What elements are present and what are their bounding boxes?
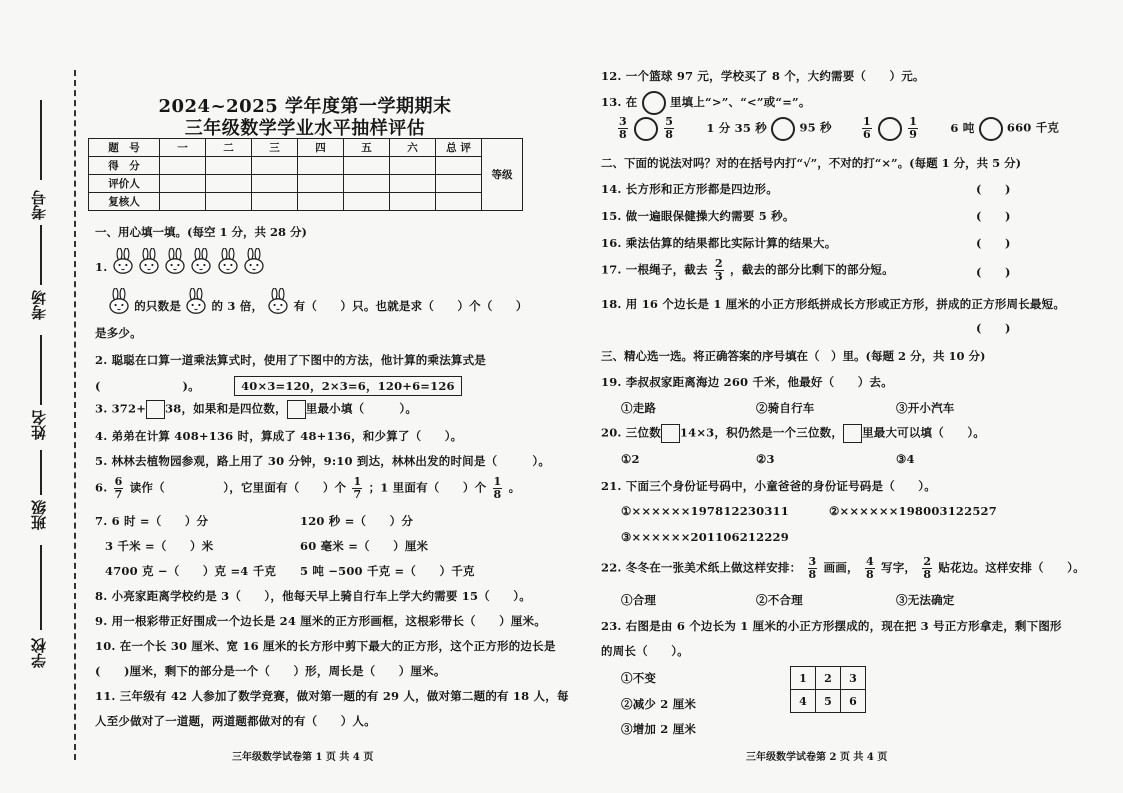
score-cell[interactable] — [436, 157, 482, 175]
question-20-option-1[interactable]: ①2 — [621, 452, 640, 466]
grid-square: 3 — [841, 667, 866, 690]
question-2: 2. 聪聪在口算一道乘法算式时，使用了下图中的方法，他计算的乘法算式是 — [95, 353, 487, 367]
fraction-one-ninth — [908, 116, 918, 141]
label-exam-room: 考场 — [30, 290, 48, 320]
exam-title-2: 三年级数学学业水平抽样评估 — [184, 118, 426, 139]
compare-circle[interactable] — [634, 117, 658, 141]
label-exam-no: 考号 — [30, 190, 48, 220]
fraction-denominator: 7 — [353, 488, 362, 501]
score-cell[interactable] — [252, 193, 298, 211]
section-2-heading: 二、下面的说法对吗？对的在括号内打“√”，不对的打“×”。(每题 1 分，共 5 分) — [601, 156, 1022, 170]
score-cell[interactable] — [252, 175, 298, 193]
fraction-numerator: 2 — [923, 555, 932, 568]
grid-row — [791, 667, 866, 690]
question-20-blank-box[interactable] — [661, 424, 680, 443]
question-22-option-1[interactable]: ①合理 — [621, 593, 657, 607]
line-school — [40, 545, 42, 630]
score-row-label: 评价人 — [89, 175, 160, 193]
grid-row — [791, 690, 866, 713]
line-name — [40, 335, 42, 405]
question-6-text-c: ；1 里面有（ ）个 — [368, 480, 487, 495]
score-row-label: 得 分 — [89, 157, 160, 175]
label-name: 姓名 — [30, 410, 48, 440]
fraction-denominator: 8 — [923, 568, 932, 581]
question-23-option-2[interactable]: ②减少 2 厘米 — [621, 697, 697, 711]
question-2-line2 — [95, 376, 462, 396]
line-exam-no — [40, 100, 42, 180]
rabbit-icon — [217, 248, 239, 274]
score-cell[interactable] — [252, 157, 298, 175]
answer-paren[interactable]: ( ) — [976, 321, 1011, 335]
question-7-4: 60 毫米 =（ ）厘米 — [300, 539, 429, 553]
question-22-text-e: 贴花边。这样安排（ ）。 — [938, 560, 1085, 575]
question-23-option-3[interactable]: ③增加 2 厘米 — [621, 722, 697, 736]
fraction-numerator: 1 — [353, 475, 362, 488]
question-10: 10. 在一个长 30 厘米、宽 16 厘米的长方形中剪下最大的正方形，这个正方形的边长是 — [95, 639, 556, 653]
question-8: 8. 小亮家距离学校约是 3（ ），他每天早上骑自行车上学大约需要 15（ ）。 — [95, 589, 531, 603]
score-cell[interactable] — [160, 157, 206, 175]
question-3-text-b: 38，如果和是四位数， — [165, 401, 287, 416]
score-col: 二 — [206, 139, 252, 157]
fraction-numerator: 5 — [665, 115, 674, 128]
question-17-text-a: 17. 一根绳子，截去 — [601, 262, 708, 277]
score-col-grade: 等级 — [482, 139, 523, 211]
question-2-formula-box: 40×3=120，2×3=6，120+6=126 — [234, 376, 462, 396]
answer-paren[interactable]: ( ) — [976, 209, 1011, 223]
fraction-numerator: 3 — [808, 555, 817, 568]
grid-square: 4 — [791, 690, 816, 713]
question-22-text-b: 画画， — [823, 560, 859, 575]
score-cell[interactable] — [298, 157, 344, 175]
answer-paren[interactable]: ( ) — [976, 265, 1011, 279]
compare-circle[interactable] — [979, 117, 1003, 141]
score-table-header-row — [89, 139, 523, 157]
rabbit-icon — [267, 288, 289, 314]
score-cell[interactable] — [344, 175, 390, 193]
question-18: 18. 用 16 个边长是 1 厘米的小正方形纸拼成长方形或正方形，拼成的正方形周长最短。 — [601, 297, 1066, 311]
line-exam-room — [40, 225, 42, 285]
question-22-option-3[interactable]: ③无法确定 — [896, 593, 955, 607]
question-13-text-f: 660 千克 — [1006, 120, 1060, 135]
question-13-text-c: 1 分 35 秒 — [706, 120, 767, 135]
question-17 — [601, 258, 894, 283]
score-col: 四 — [298, 139, 344, 157]
question-23-line2: 的周长（ ）。 — [601, 644, 689, 658]
grid-square: 6 — [841, 690, 866, 713]
fraction-numerator: 6 — [114, 475, 123, 488]
question-13-text-d: 95 秒 — [799, 120, 832, 135]
fraction-three-eighths — [618, 116, 628, 141]
fraction-denominator: 6 — [862, 128, 871, 141]
question-5: 5. 林林去植物园参观，路上用了 30 分钟，9:10 到达，林林出发的时间是（ ）。 — [95, 454, 551, 468]
question-12: 12. 一个篮球 97 元，学校买了 8 个，大约需要（ ）元。 — [601, 69, 925, 83]
question-6-text-e: 。 — [508, 480, 521, 495]
compare-circle[interactable] — [642, 91, 666, 115]
score-cell[interactable] — [390, 193, 436, 211]
label-class: 班级 — [30, 500, 48, 530]
line-class — [40, 450, 42, 495]
question-13-text-e: 6 吨 — [950, 120, 975, 135]
question-6 — [95, 476, 520, 501]
page-footer-2: 三年级数学试卷第 2 页 共 4 页 — [746, 752, 888, 763]
question-21-option-2[interactable]: ②××××××198003122527 — [829, 504, 997, 518]
fraction-two-eighths — [922, 556, 932, 581]
fraction-two-thirds — [714, 258, 724, 283]
question-6-text-b: 读作（ ），它里面有（ ）个 — [129, 480, 347, 495]
fraction-denominator: 8 — [493, 488, 502, 501]
question-19: 19. 李叔叔家距离海边 260 千米，他最好（ ）去。 — [601, 375, 893, 389]
score-table — [88, 138, 523, 211]
fraction-denominator: 8 — [665, 128, 674, 141]
section-1-heading: 一、用心填一填。(每空 1 分，共 28 分) — [95, 225, 307, 239]
fraction-denominator: 9 — [909, 128, 918, 141]
question-20-text-a: 20. 三位数 — [601, 425, 661, 440]
rabbit-icon — [164, 248, 186, 274]
rabbit-icon — [190, 248, 212, 274]
question-22 — [601, 556, 1085, 581]
score-cell[interactable] — [160, 193, 206, 211]
question-21-option-1[interactable]: ①××××××197812230311 — [621, 504, 789, 518]
score-col: 五 — [344, 139, 390, 157]
question-2-answer-blank[interactable]: ( )。 — [95, 379, 200, 393]
score-col: 一 — [160, 139, 206, 157]
question-7-2: 120 秒 =（ ）分 — [300, 514, 414, 528]
question-23: 23. 右图是由 6 个边长为 1 厘米的小正方形摆成的，现在把 3 号正方形拿走，剩下图形 — [601, 619, 1062, 633]
answer-paren[interactable]: ( ) — [976, 236, 1011, 250]
question-14: 14. 长方形和正方形都是四边形。 — [601, 182, 778, 196]
question-1-text-d: 是多少。 — [95, 326, 142, 340]
score-cell[interactable] — [206, 193, 252, 211]
question-19-option-2[interactable]: ②骑自行车 — [756, 401, 815, 415]
score-cell[interactable] — [390, 157, 436, 175]
question-7-3: 3 千米 =（ ）米 — [105, 539, 214, 553]
question-13-text-a: 13. 在 — [601, 95, 638, 109]
question-6-number: 6. — [95, 480, 108, 495]
score-cell[interactable] — [344, 193, 390, 211]
question-3-text-a: 3. 372+ — [95, 401, 147, 416]
compare-circle[interactable] — [771, 117, 795, 141]
score-cell[interactable] — [298, 175, 344, 193]
score-row-label: 复核人 — [89, 193, 160, 211]
fraction-one-sixth — [862, 116, 872, 141]
question-1-text-b: 的 3 倍， — [211, 299, 264, 313]
section-3-heading: 三、精心选一选。将正确答案的序号填在（ ）里。(每题 2 分，共 10 分) — [601, 349, 986, 363]
score-cell[interactable] — [298, 193, 344, 211]
question-3-blank-box[interactable] — [146, 400, 165, 419]
score-cell[interactable] — [206, 157, 252, 175]
answer-paren[interactable]: ( ) — [976, 182, 1011, 196]
question-11: 11. 三年级有 42 人参加了数学竞赛，做对第一题的有 29 人，做对第二题的有 18 人，每 — [95, 689, 569, 703]
score-table-row — [89, 193, 523, 211]
question-1-row1 — [95, 248, 265, 274]
question-23-option-1[interactable]: ①不变 — [621, 671, 657, 685]
fraction-one-eighth — [493, 476, 503, 501]
question-20-option-3[interactable]: ③4 — [896, 452, 915, 466]
question-3 — [95, 400, 417, 419]
square-grid-figure — [790, 666, 866, 713]
compare-circle[interactable] — [878, 117, 902, 141]
question-3-text-c: 里最小填（ ）。 — [305, 401, 418, 416]
score-col: 三 — [252, 139, 298, 157]
score-cell[interactable] — [436, 193, 482, 211]
question-13-items — [616, 116, 1059, 141]
question-22-option-2[interactable]: ②不合理 — [756, 593, 803, 607]
rabbit-icon — [243, 248, 265, 274]
fraction-denominator: 8 — [808, 568, 817, 581]
label-school: 学校 — [30, 638, 48, 668]
question-1-row2 — [108, 288, 528, 314]
question-20-option-2[interactable]: ②3 — [756, 452, 775, 466]
fraction-numerator: 3 — [619, 115, 627, 128]
question-7-5: 4700 克 −（ ）克 =4 千克 — [105, 564, 277, 578]
fraction-denominator: 3 — [714, 270, 723, 283]
score-cell[interactable] — [436, 175, 482, 193]
question-1-text-c: 有（ ）只。也就是求（ ）个（ ） — [293, 299, 528, 313]
fraction-numerator: 1 — [909, 115, 918, 128]
question-20-text-c: 里最大可以填（ ）。 — [862, 425, 986, 440]
grid-square: 2 — [816, 667, 841, 690]
fraction-numerator: 1 — [493, 475, 502, 488]
score-table-row — [89, 175, 523, 193]
grid-square: 5 — [816, 690, 841, 713]
score-cell[interactable] — [160, 175, 206, 193]
question-4: 4. 弟弟在计算 408+136 时，算成了 48+136，和少算了（ ）。 — [95, 429, 463, 443]
score-cell[interactable] — [390, 175, 436, 193]
question-19-option-3[interactable]: ③开小汽车 — [896, 401, 955, 415]
fraction-numerator: 4 — [865, 555, 874, 568]
score-cell[interactable] — [206, 175, 252, 193]
fraction-numerator: 2 — [714, 257, 723, 270]
question-16: 16. 乘法估算的结果都比实际计算的结果大。 — [601, 236, 837, 250]
score-cell[interactable] — [344, 157, 390, 175]
question-7-6: 5 吨 −500 千克 =（ ）千克 — [300, 564, 475, 578]
question-21-option-3[interactable]: ③××××××201106212229 — [621, 530, 789, 544]
score-table-row — [89, 157, 523, 175]
rabbit-icon — [138, 248, 160, 274]
question-10-line2: ( )厘米，剩下的部分是一个（ ）形，周长是（ ）厘米。 — [95, 664, 446, 678]
score-col: 总 评 — [436, 139, 482, 157]
score-col: 题 号 — [89, 139, 160, 157]
question-20 — [601, 424, 985, 443]
question-22-text-a: 22. 冬冬在一张美术纸上做这样安排： — [601, 560, 802, 575]
fraction-six-sevenths — [114, 476, 124, 501]
page-footer-1: 三年级数学试卷第 1 页 共 4 页 — [232, 752, 374, 763]
fraction-numerator: 1 — [862, 115, 871, 128]
question-9: 9. 用一根彩带正好围成一个边长是 24 厘米的正方形画框，这根彩带长（ ）厘米。 — [95, 614, 546, 628]
question-13-text-b: 里填上“>”、“<”或“=”。 — [669, 95, 811, 109]
grid-square: 1 — [791, 667, 816, 690]
question-19-option-1[interactable]: ①走路 — [621, 401, 657, 415]
question-20-blank-box-2[interactable] — [843, 424, 862, 443]
question-3-blank-box-2[interactable] — [287, 400, 306, 419]
question-7-1: 7. 6 时 =（ ）分 — [95, 514, 209, 528]
question-11-line2: 人至少做对了一道题，两道题都做对的有（ ）人。 — [95, 714, 376, 728]
fraction-one-seventh — [352, 476, 362, 501]
score-col: 六 — [390, 139, 436, 157]
question-1-text-a: 的只数是 — [134, 299, 182, 313]
question-22-text-c: 写字， — [881, 560, 917, 575]
question-20-text-b: 14×3，积仍然是一个三位数， — [679, 425, 844, 440]
question-1-number: 1. — [95, 260, 108, 274]
fraction-denominator: 7 — [114, 488, 123, 501]
fraction-denominator: 8 — [619, 128, 627, 141]
question-15: 15. 做一遍眼保健操大约需要 5 秒。 — [601, 209, 795, 223]
fraction-four-eighths — [865, 556, 875, 581]
binding-dashed-line — [74, 70, 76, 760]
question-17-text-b: ，截去的部分比剩下的部分短。 — [730, 262, 894, 277]
fraction-denominator: 8 — [865, 568, 874, 581]
rabbit-icon — [112, 248, 134, 274]
exam-title-1: 2024~2025 学年度第一学期期末 — [158, 96, 452, 117]
fraction-five-eighths — [664, 116, 674, 141]
fraction-three-eighths — [808, 556, 818, 581]
rabbit-icon — [185, 288, 207, 314]
rabbit-icon — [108, 288, 130, 314]
question-13 — [601, 91, 811, 115]
question-21: 21. 下面三个身份证号码中，小童爸爸的身份证号码是（ ）。 — [601, 479, 936, 493]
